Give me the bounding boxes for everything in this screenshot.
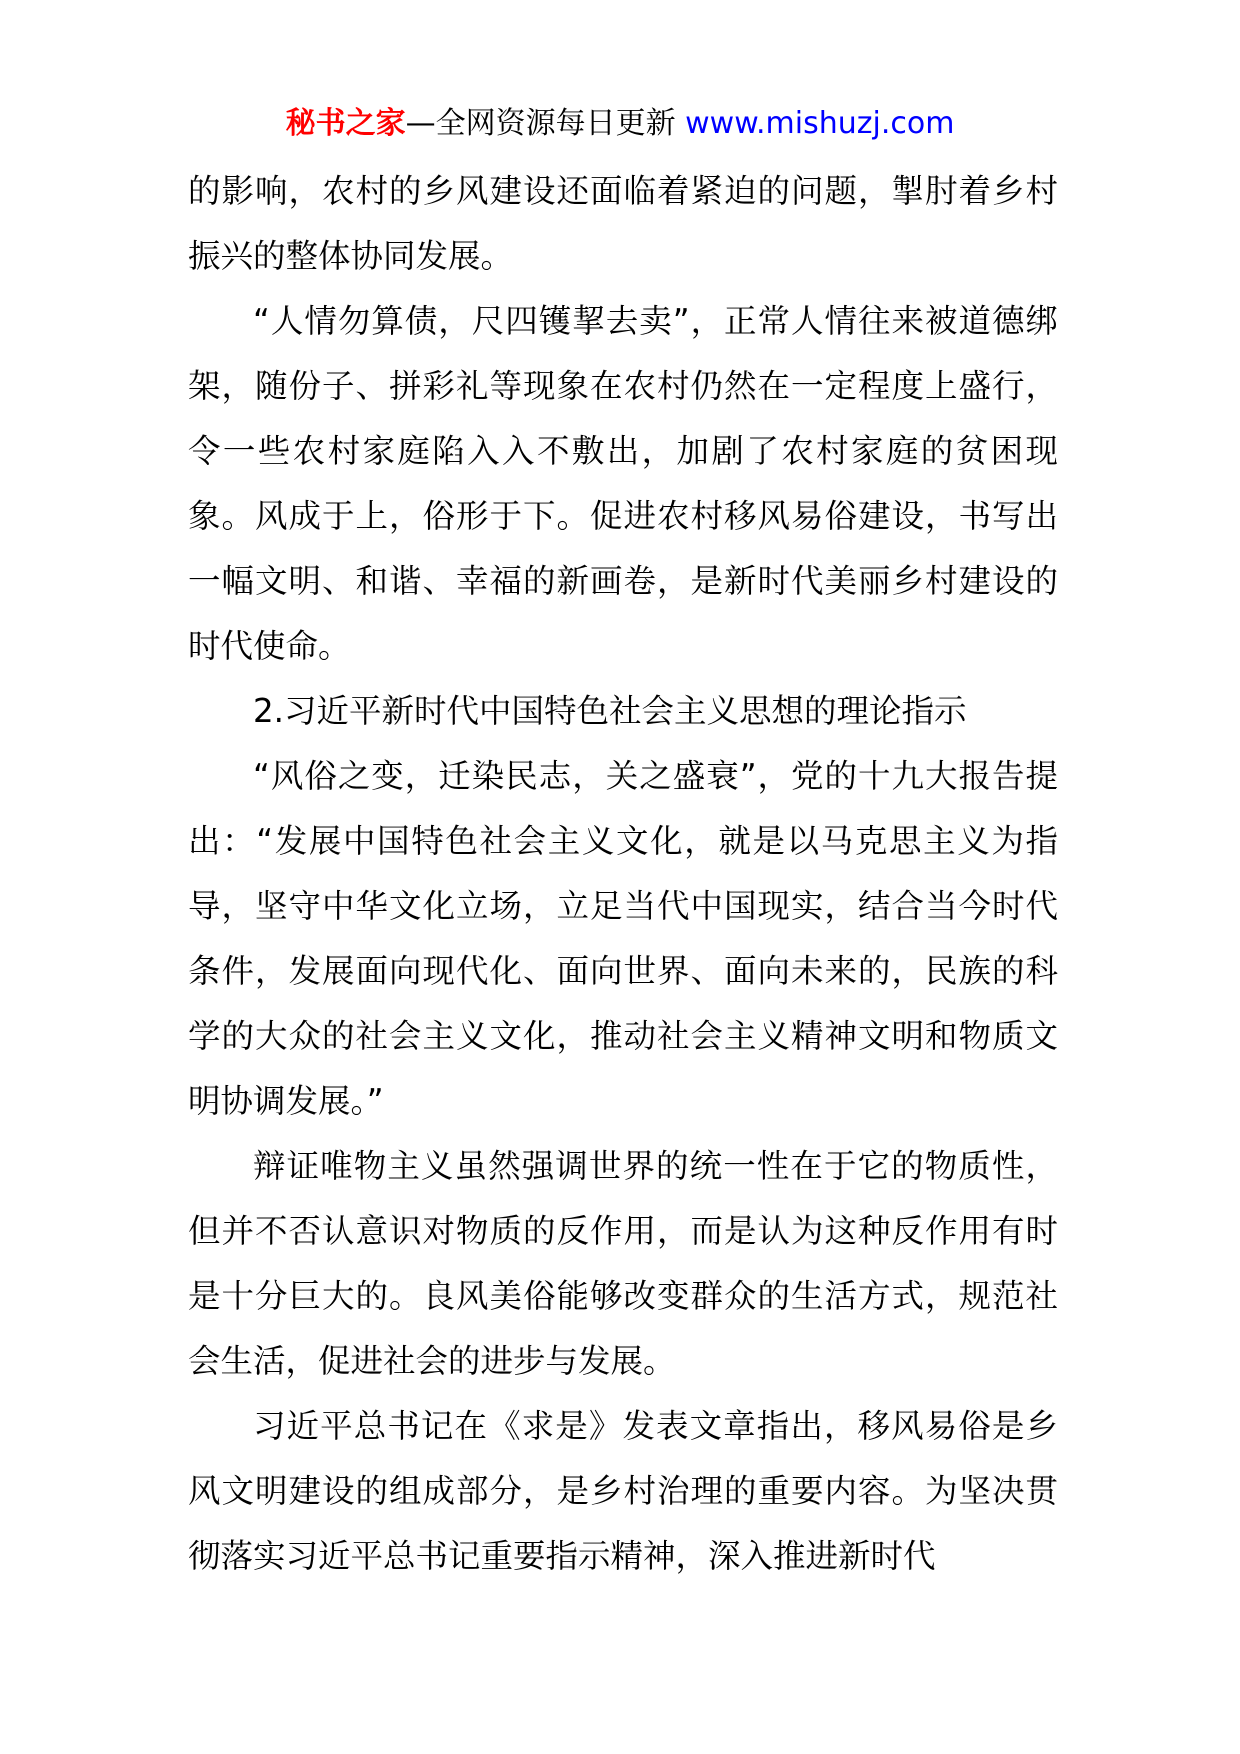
header-tagline: —全网资源每日更新 — [405, 106, 686, 141]
site-url-link[interactable]: www.mishuzj.com — [685, 106, 955, 141]
document-body — [188, 159, 1058, 1589]
paragraph: “风俗之变，迁染民志，关之盛衰”，党的十九大报告提出：“发展中国特色社会主义文化，就是以马克思主义为指导，坚守中华文化立场，立足当代中国现实，结合当今时代条件，发展面向现代化、面向世界、面向未来的，民族的科学的大众的社会主义文化，推动社会主义精神文明和物质文明协调发展。” — [188, 757, 1058, 1120]
paragraph: 习近平总书记在《求是》发表文章指出，移风易俗是乡风文明建设的组成部分，是乡村治理的重要内容。为坚决贯彻落实习近平总书记重要指示精神，深入推进新时代 — [188, 1407, 1058, 1575]
section-heading: 2.习近平新时代中国特色社会主义思想的理论指示 — [253, 692, 967, 730]
brand-name: 秘书之家 — [285, 106, 406, 141]
page-header — [0, 104, 1240, 144]
paragraph: “人情勿算债，尺四镬挈去卖”，正常人情往来被道德绑架，随份子、拼彩礼等现象在农村仍然在一定程度上盛行，令一些农村家庭陷入入不敷出，加剧了农村家庭的贫困现象。风成于上，俗形于下。促进农村移风易俗建设，书写出一幅文明、和谐、幸福的新画卷，是新时代美丽乡村建设的时代使命。 — [188, 302, 1058, 665]
paragraph: 辩证唯物主义虽然强调世界的统一性在于它的物质性，但并不否认意识对物质的反作用，而是认为这种反作用有时是十分巨大的。良风美俗能够改变群众的生活方式，规范社会生活，促进社会的进步与发展。 — [188, 1147, 1058, 1380]
paragraph-continuation: 的影响，农村的乡风建设还面临着紧迫的问题，掣肘着乡村振兴的整体协同发展。 — [188, 172, 1058, 275]
